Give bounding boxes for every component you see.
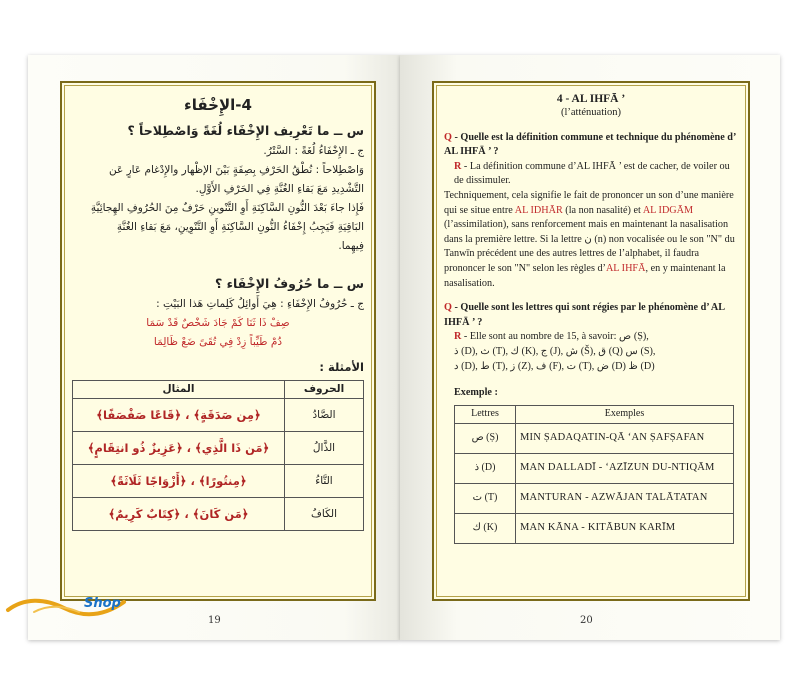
table-header-cell: المثال <box>73 381 285 399</box>
table-header-cell: Exemples <box>516 405 734 423</box>
example-cell: MIN ṢADAQATIN-QĀ ‘AN ṢAFṢAFAN <box>516 423 734 453</box>
arabic-answer-line: ج ـ حُرُوفُ الإِخْفَاءِ : هِيَ أَوائِلُ كَلِماتِ هَذا البَيْتِ : <box>156 298 364 310</box>
french-answer-1 <box>444 160 738 189</box>
table-header-cell: Lettres <box>455 405 516 423</box>
french-question-1 <box>444 131 738 160</box>
letter-cell: ك (K) <box>455 513 516 543</box>
table-row <box>455 483 734 513</box>
letter-cell: ذ (D) <box>455 453 516 483</box>
arabic-answer-line: ج ـ الإِخْفَاءُ لُغَةً : السَّتْرُ. <box>263 145 364 157</box>
french-answer-2 <box>444 330 738 345</box>
answer-text: , en y maintenant la nasalisation. <box>444 262 726 289</box>
example-cell: ﴿مَن كَانَ﴾ ، ﴿كِتَابٌ كَرِيمٌ﴾ <box>73 498 285 531</box>
arabic-question-2: س ــ ما حُرُوفُ الإِخْفَاء ؟ <box>215 276 364 291</box>
q-text: - Quelle est la définition commune et technique du phénomène d’ AL IHFĀ ’ ? <box>444 131 736 158</box>
term-idhar: AL IDHĀR <box>514 204 563 216</box>
shop-logo-icon <box>4 588 154 620</box>
term-ihfa: AL IHFĀ <box>605 262 646 274</box>
letter-cell: ص (Ṣ) <box>455 423 516 453</box>
example-cell: MAN KĀNA - KITĀBUN KARĪM <box>516 513 734 543</box>
arabic-answer-line: التَّشْدِيدِ مَعَ بَقاءِ الغُنَّةِ فِي الحَرْفِ الأَوَّلِ. <box>195 183 364 195</box>
arabic-answer-line: وَاصْطِلاحاً : نُطْقُ الحَرْفِ بِصِفَةٍ بَيْنَ الإظْهار والإِدْغام عَارٍ عَن <box>109 164 364 176</box>
book-spread <box>28 55 780 640</box>
table-row <box>73 432 364 465</box>
letter-cell: التَّاءُ <box>285 465 364 498</box>
example-cell: ﴿مِن صَدَقَةٍ﴾ ، ﴿قَاعًا صَفْصَفًا﴾ <box>73 399 285 432</box>
examples-label: Exemple : <box>454 387 498 399</box>
table-row <box>455 423 734 453</box>
french-question-2 <box>444 301 738 330</box>
arabic-answer-line: البَاقِيَةِ فَيَجِبُ إِخْفَاءُ النُّونِ السَّاكِنَةِ أَوِ التَّنْوِينِ، مَعَ بَقاءِ الغُنَّةِ <box>116 221 364 233</box>
french-content <box>444 91 738 591</box>
table-header-cell: الحروف <box>285 381 364 399</box>
table-row <box>73 465 364 498</box>
table-row <box>455 453 734 483</box>
letters-line: ذ (D), ث (T), ك (K), ج (J), ش (Š), ق (Q) س (S), <box>454 345 656 357</box>
page-number: 19 <box>208 615 221 626</box>
term-idgam: AL IDGĀM <box>642 204 694 216</box>
arabic-answer-line: فَإِذا جاءَ بَعْدَ النُّونِ السَّاكِنَةِ أَوِ التَّنْوينِ حَرْفٌ مِنَ الحُرُوفِ الهِجائِيَّةِ <box>90 202 364 214</box>
arabic-poem-line: دُمْ طَيِّباً زِدْ فِي تُقَىً ضَعْ ظَالِمَا <box>153 336 283 348</box>
french-subtitle: (l’atténuation) <box>560 107 622 118</box>
arabic-examples-table <box>72 380 364 531</box>
french-examples-table <box>454 405 734 544</box>
arabic-question-1: س ــ ما تَعْرِيف الإِخْفَاء لُغَةً وَاصْطِلاحاً ؟ <box>127 123 364 138</box>
r-text: - Elle sont au nombre de 15, à savoir: ص (Ṣ), <box>461 331 649 343</box>
table-row <box>455 513 734 543</box>
q-text: - Quelle sont les lettres qui sont régies par le phénomène d’ AL IHFĀ ’ ? <box>444 302 725 328</box>
example-cell: MANTURAN - AZWĀJAN TALĀTATAN <box>516 483 734 513</box>
table-header-row <box>73 381 364 399</box>
answer-text: Techniquement, cela signifie le fait de prononcer un son d’une manière qui se situe entre <box>444 189 734 216</box>
table-row <box>73 399 364 432</box>
letter-cell: الكَافُ <box>285 498 364 531</box>
table-row <box>73 498 364 531</box>
r-text: - La définition commune d’AL IHFĀ ’ est de cacher, de voiler ou de dissimuler. <box>454 160 730 187</box>
letters-line: د (D), ط (T), ز (Z), ف (F), ت (T), ض (D) ظ (D) <box>454 360 655 372</box>
example-cell: MAN DALLADĪ - ‘AZĪZUN DU-NTIQĀM <box>516 453 734 483</box>
arabic-examples-heading: الأمثلة : <box>319 360 364 374</box>
r-label: R <box>454 160 462 172</box>
arabic-answer-line: فِيهِما. <box>338 240 364 252</box>
example-cell: ﴿مَن ذَا الَّذِي﴾ ، ﴿عَزِيزٌ ذُو انتِقَامٍ﴾ <box>73 432 285 465</box>
arabic-title: 4-الإِخْفَاء <box>184 96 252 114</box>
table-header-row <box>455 405 734 423</box>
q-label: Q <box>444 131 452 143</box>
r-label: R <box>454 331 462 343</box>
french-answer-1-detail <box>444 189 738 291</box>
arabic-poem-line: صِفْ ذَا ثَنَا كَمْ جَادَ شَخْصٌ قَدْ سَمَا <box>146 317 290 329</box>
letter-cell: الصَّادُ <box>285 399 364 432</box>
letter-cell: ت (T) <box>455 483 516 513</box>
right-page-frame <box>432 81 750 601</box>
page-number: 20 <box>580 615 593 626</box>
letter-cell: الذَّالُ <box>285 432 364 465</box>
right-page <box>400 55 780 640</box>
french-title: 4 - AL IHFĀ ’ <box>556 93 626 105</box>
left-page <box>28 55 400 640</box>
example-cell: ﴿مِنتُورًا﴾ ، ﴿أَزْوَاجًا ثَلَاثَةً﴾ <box>73 465 285 498</box>
answer-text: (l’assimilation), sans renforcement mais en maintenant la nasalisation dans la première lettre. Si la lettre ن (n) non vocalisée ou le son "N" du Tanwīn précédent une des autres lettres de l’alphabet, il faudra prononcer le son "N" selon les règles d’ <box>444 219 735 274</box>
answer-text: (la non nasalité) et <box>562 204 643 216</box>
q-label: Q <box>444 302 452 314</box>
logo-text: Shop <box>84 596 121 611</box>
arabic-content <box>72 91 364 591</box>
left-page-frame <box>60 81 376 601</box>
